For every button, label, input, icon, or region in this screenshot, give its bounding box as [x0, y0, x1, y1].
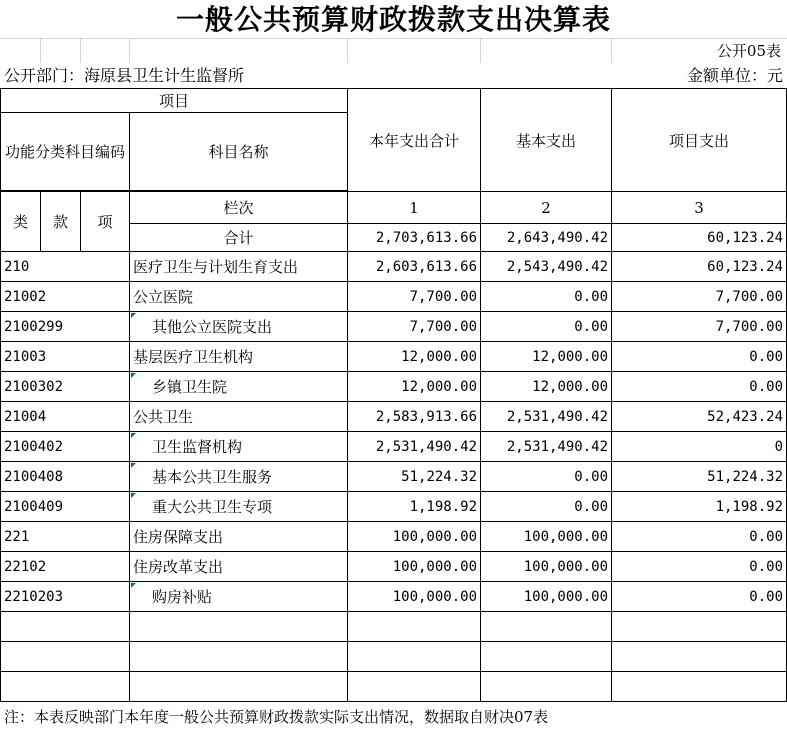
header-total: 本年支出合计 — [348, 89, 481, 192]
row-basic: 2,531,490.42 — [481, 432, 612, 462]
row-code: 21002 — [1, 282, 130, 312]
row-name-text: 基层医疗卫生机构 — [133, 348, 254, 366]
table-row — [1, 372, 787, 402]
row-total: 100,000.00 — [348, 552, 481, 582]
row-name-text: 基本公共卫生服务 — [152, 468, 273, 486]
row-basic: 0.00 — [481, 492, 612, 522]
row-name — [130, 432, 348, 462]
header-project-expense: 项目支出 — [612, 89, 787, 192]
row-total: 7,700.00 — [348, 282, 481, 312]
table-row — [1, 282, 787, 312]
row-project: 1,198.92 — [612, 492, 787, 522]
row-project: 51,224.32 — [612, 462, 787, 492]
header-subject-name: 科目名称 — [130, 113, 348, 191]
table-row — [1, 522, 787, 552]
table-row — [1, 552, 787, 582]
row-total: 51,224.32 — [348, 462, 481, 492]
row-code: 2100299 — [1, 312, 130, 342]
row-basic: 0.00 — [481, 282, 612, 312]
table-row — [1, 342, 787, 372]
row-basic: 0.00 — [481, 462, 612, 492]
row-name — [130, 342, 348, 372]
row-name-text: 住房改革支出 — [133, 558, 224, 576]
row-code: 221 — [1, 522, 130, 552]
row-name — [130, 312, 348, 342]
row-total: 2,583,913.66 — [348, 402, 481, 432]
row-code: 2210203 — [1, 582, 130, 612]
row-project: 0.00 — [612, 552, 787, 582]
row-basic: 100,000.00 — [481, 552, 612, 582]
row-name — [130, 252, 348, 282]
row-name-text: 其他公立医院支出 — [152, 318, 273, 336]
table-row — [1, 582, 787, 612]
row-name-text: 乡镇卫生院 — [152, 378, 228, 396]
row-project: 0.00 — [612, 522, 787, 552]
spacer-row — [0, 38, 787, 63]
row-code: 210 — [1, 252, 130, 282]
header-func-code: 功能分类科目编码 — [1, 113, 130, 191]
row-project: 0.00 — [612, 342, 787, 372]
total-basic: 2,643,490.42 — [481, 224, 612, 252]
table-row — [1, 492, 787, 522]
department-label: 公开部门：海原县卫生计生监督所 — [4, 66, 245, 85]
expenditure-table — [0, 88, 787, 702]
row-total: 100,000.00 — [348, 582, 481, 612]
row-basic: 100,000.00 — [481, 582, 612, 612]
row-code: 21004 — [1, 402, 130, 432]
cell-marker-icon — [131, 463, 136, 468]
row-name — [130, 402, 348, 432]
row-name — [130, 372, 348, 402]
row-total: 2,531,490.42 — [348, 432, 481, 462]
row-total: 1,198.92 — [348, 492, 481, 522]
header-project: 项目 — [1, 89, 348, 113]
row-name-text: 医疗卫生与计划生育支出 — [133, 258, 299, 276]
cell-marker-icon — [131, 313, 136, 318]
row-code: 2100408 — [1, 462, 130, 492]
row-basic: 100,000.00 — [481, 522, 612, 552]
row-name — [130, 492, 348, 522]
total-sum: 2,703,613.66 — [348, 224, 481, 252]
col-number-2: 2 — [481, 192, 612, 224]
amount-unit-label: 金额单位：元 — [686, 66, 783, 85]
row-name — [130, 522, 348, 552]
table-row — [1, 312, 787, 342]
row-name — [130, 552, 348, 582]
row-total: 100,000.00 — [348, 522, 481, 552]
row-code: 2100402 — [1, 432, 130, 462]
header-basic: 基本支出 — [481, 89, 612, 192]
total-project: 60,123.24 — [612, 224, 787, 252]
row-total: 12,000.00 — [348, 372, 481, 402]
report-title: 一般公共预算财政拨款支出决算表 — [175, 3, 611, 36]
row-project: 7,700.00 — [612, 282, 787, 312]
cell-marker-icon — [131, 433, 136, 438]
col-number-1: 1 — [348, 192, 481, 224]
row-project: 60,123.24 — [612, 252, 787, 282]
cell-marker-icon — [131, 493, 136, 498]
table-row — [1, 252, 787, 282]
header-xiang: 项 — [81, 192, 130, 252]
row-name-text: 住房保障支出 — [133, 528, 224, 546]
row-name-text: 公共卫生 — [133, 408, 194, 426]
row-name — [130, 582, 348, 612]
col-number-3: 3 — [612, 192, 787, 224]
total-label: 合计 — [130, 224, 348, 252]
row-project: 7,700.00 — [612, 312, 787, 342]
footnote: 注：本表反映部门本年度一般公共预算财政拨款实际支出情况，数据取自财决07表 — [4, 708, 549, 726]
table-number: 公开05表 — [716, 42, 781, 60]
row-name-text: 重大公共卫生专项 — [152, 498, 273, 516]
row-project: 0.00 — [612, 582, 787, 612]
row-name-text: 购房补贴 — [152, 588, 213, 606]
row-project: 52,423.24 — [612, 402, 787, 432]
table-row — [1, 432, 787, 462]
row-code: 22102 — [1, 552, 130, 582]
row-basic: 2,543,490.42 — [481, 252, 612, 282]
row-code: 2100302 — [1, 372, 130, 402]
row-name — [130, 282, 348, 312]
row-total: 2,603,613.66 — [348, 252, 481, 282]
row-code: 21003 — [1, 342, 130, 372]
row-project: 0.00 — [612, 372, 787, 402]
empty-row — [1, 642, 787, 672]
row-name — [130, 462, 348, 492]
row-basic: 2,531,490.42 — [481, 402, 612, 432]
row-name-text: 卫生监督机构 — [152, 438, 243, 456]
row-total: 12,000.00 — [348, 342, 481, 372]
row-basic: 0.00 — [481, 312, 612, 342]
table-row — [1, 402, 787, 432]
row-basic: 12,000.00 — [481, 342, 612, 372]
row-project: 0 — [612, 432, 787, 462]
table-row — [1, 462, 787, 492]
row-code: 2100409 — [1, 492, 130, 522]
header-lanci: 栏次 — [130, 192, 348, 224]
empty-row — [1, 612, 787, 642]
row-basic: 12,000.00 — [481, 372, 612, 402]
row-total: 7,700.00 — [348, 312, 481, 342]
empty-row — [1, 672, 787, 702]
cell-marker-icon — [131, 373, 136, 378]
header-lei: 类 — [1, 192, 41, 252]
cell-marker-icon — [131, 583, 136, 588]
header-kuan: 款 — [41, 192, 81, 252]
row-name-text: 公立医院 — [133, 288, 194, 306]
